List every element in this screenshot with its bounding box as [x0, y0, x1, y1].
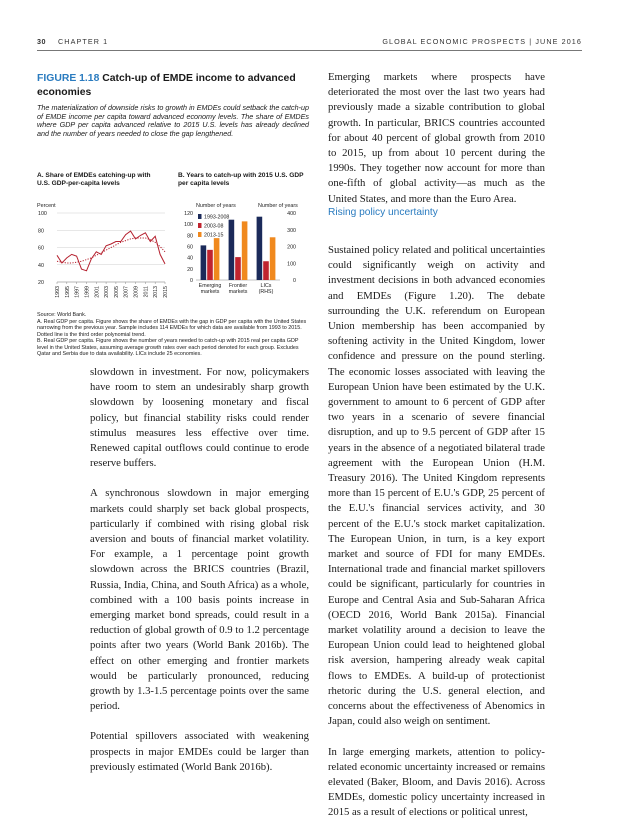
figure-title-text: Catch-up of EMDE income to advanced economies [37, 73, 296, 98]
panel-a-title: A. Share of EMDEs catching-up with U.S. GDP-per-capita levels [37, 172, 151, 188]
publication-title: GLOBAL ECONOMIC PROSPECTS | JUNE 2016 [382, 37, 582, 46]
panel-b-title: B. Years to catch-up with 2015 U.S. GDP per capita levels [178, 172, 304, 188]
x-tick-label: 2007 [123, 286, 130, 298]
bar [270, 237, 276, 280]
y-tick-label: 100 [38, 211, 47, 217]
y-tick-label-left: 0 [190, 278, 193, 284]
y-tick-label-right: 400 [287, 211, 296, 217]
y-tick-label: 80 [38, 228, 44, 235]
x-tick-label: 2001 [94, 286, 101, 298]
y-tick-label: 20 [38, 280, 44, 286]
paragraph: In large emerging markets, attention to policy-related economic uncertainty increased or remains elevated (Baker, Bloom, and Davis 2016). Across EMDEs, domestic policy uncertainty increased in 2015 as a result of elections or political unrest, [328, 745, 545, 819]
x-tick-label: 2003 [104, 286, 111, 298]
x-tick-label: 1993 [55, 286, 61, 298]
bar [242, 221, 248, 280]
y-tick-label-left: 20 [187, 266, 193, 273]
x-tick-label: 1999 [84, 286, 91, 298]
left-text-column [90, 365, 309, 775]
chapter-label: CHAPTER 1 [58, 37, 109, 46]
y-tick-label-left: 40 [187, 255, 193, 262]
y-tick-label-right: 0 [293, 278, 296, 284]
category-label: markets [200, 289, 220, 295]
category-label: Emerging [198, 283, 222, 289]
figure-source: Source: World Bank. [37, 312, 87, 318]
x-tick-label: 2009 [133, 286, 140, 298]
x-tick-label: 2015 [163, 286, 169, 298]
legend-swatch [198, 223, 202, 228]
bar [201, 245, 207, 280]
bar [229, 220, 235, 280]
paragraph: Potential spillovers associated with weakening prospects in major EMDEs could be larger than previously estimated (World Bank 2016b). [90, 730, 309, 773]
panel-b-ylabel-right: Number of years [258, 203, 298, 209]
figure-note-b: B. Real GDP per capita. Figure shows the number of years needed to catch-up with 2015 real per capita GDP level in the United States, assuming average growth rates over each period denoted for each group. Excludes Qatar and Serbia due to data availability. LICs include 25 economies. [37, 338, 299, 357]
legend-swatch [198, 232, 202, 237]
figure-description: The materialization of downside risks to growth in EMDEs could setback the catch-up of EMDE income per capita toward advanced economy levels. The share of EMDEs where GDP per capita advanced relative to 2015 U.S. levels has already declined and the number of years needed to close the gap lengthened. [37, 103, 309, 138]
page-number: 30 [37, 37, 46, 46]
y-tick-label-left: 60 [187, 244, 193, 251]
panel-b-bar-chart [170, 207, 310, 312]
figure-label: FIGURE 1.18 [37, 73, 100, 84]
bar [263, 261, 269, 280]
panel-a-ylabel: Percent [37, 203, 56, 209]
bar [207, 250, 213, 280]
running-header-left [37, 37, 108, 46]
right-text-column [328, 243, 545, 821]
paragraph: Emerging markets where prospects have deteriorated the most over the last two years had previously made a sizable contribution to global growth. In particular, BRICS countries accounted for about 40 percent of global growth from 2010 to 2015, up from about 10 percent during the 1990s. They together now account for more than one-fifth of global activity—as much as the United States, and more than the Euro Area. [328, 71, 545, 205]
y-tick-label: 60 [38, 245, 44, 252]
paragraph: slowdown in investment. For now, policymakers have room to stem an undesirably sharp growth slowdown by loosening monetary and fiscal policy, but financial stability risks could render stimulus measures less effective over time. Renewed capital outflows could continue to erode reserve buffers. [90, 366, 309, 470]
section-heading: Rising policy uncertainty [328, 207, 438, 218]
category-label: markets [228, 289, 248, 295]
paragraph: A synchronous slowdown in major emerging markets could sharply set back global prospects, particularly if combined with rising global risk aversion and bouts of financial market volatility. For example, a 1 percentage point growth slowdown across the BRICS countries (Brazil, Russia, India, China, and South Africa) as a whole, combined with a 100 basis points increase in emerging market bond spreads, could result in a reduction of global growth of 0.9 to 1.2 percentage points after two years (World Bank 2016b). The effect on other emerging and frontier markets would be particularly pronounced, reducing growth by 1.3-1.5 percentage points over the same period. [90, 487, 309, 713]
bar [235, 257, 241, 280]
header-rule [37, 50, 582, 51]
right-text-column-top [328, 70, 545, 207]
x-tick-label: 2005 [113, 286, 120, 298]
x-tick-label: 1997 [74, 286, 81, 298]
legend-swatch [198, 214, 202, 219]
y-tick-label-left: 100 [184, 222, 193, 229]
trend-line [57, 238, 165, 263]
y-tick-label-left: 80 [187, 233, 193, 240]
panel-a-line-chart [37, 207, 177, 307]
legend-label: 2013-15 [204, 232, 224, 239]
figure-notes [37, 312, 309, 358]
category-label: Frontier [228, 283, 248, 289]
x-tick-label: 1995 [64, 286, 71, 298]
y-tick-label: 40 [38, 262, 44, 269]
y-tick-label-right: 200 [287, 244, 296, 251]
legend-label: 1993-2008 [204, 214, 230, 221]
category-label: (RHS) [258, 289, 274, 295]
bar [257, 217, 263, 280]
figure-title [37, 72, 307, 100]
y-tick-label-left: 120 [184, 211, 193, 217]
y-tick-label-right: 300 [287, 227, 296, 234]
x-tick-label: 2013 [153, 286, 160, 298]
panel-b-ylabel-left: Number of years [196, 203, 236, 209]
y-tick-label-right: 100 [287, 261, 296, 268]
category-label: LICs [260, 283, 272, 289]
legend-label: 2003-08 [204, 223, 224, 230]
figure-note-a: A. Real GDP per capita. Figure shows the share of EMDEs with the gap in GDP per capita with the United States narrowing from the previous year. Sample includes 114 EMDEs for which data are available from 1993 to 2015. Dotted line is the third order polynomial trend. [37, 318, 307, 338]
paragraph: Sustained policy related and political uncertainties could significantly weigh on activity and investment decisions in both advanced economies and EMDEs (Figure 1.20). The debate surrounding the U.K. referendum on European Union membership has been accompanied by softening activity in the United Kingdom, lower confidence and pressure on the pound sterling. The economic losses associated with leaving the European Union have been estimated by the U.K. government to amount to 6 percent of GDP after two years in a scenario of severe financial disruption, and up to 9.5 percent of GDP after 15 years in the absence of a negotiated bilateral trade agreement with the European Union (H.M. Treasury 2016). The United Kingdom represents more than 15 percent of E.U.'s GDP, 25 percent of the E.U.'s financial services activity, and 30 percent of the E.U.'s stock market capitalization. The European Union, in turn, is a key export market and source of FDI for many EMDEs. International trade and financial market spillovers could be significant, particularly for countries in Europe and Central Asia and Sub-Saharan Africa (OECD 2016, World Bank 2015a). Financial market volatility around a decision to leave the European Union could lead to heightened global risk aversion, hampering already weak capital flows to EMDEs. A build-up of protectionist rhetoric during the U.S. general election, and concerns about the effectiveness of Abenomics in Japan, could also weigh on sentiment. [328, 244, 545, 728]
bar [214, 238, 220, 280]
x-tick-label: 2011 [143, 286, 150, 298]
